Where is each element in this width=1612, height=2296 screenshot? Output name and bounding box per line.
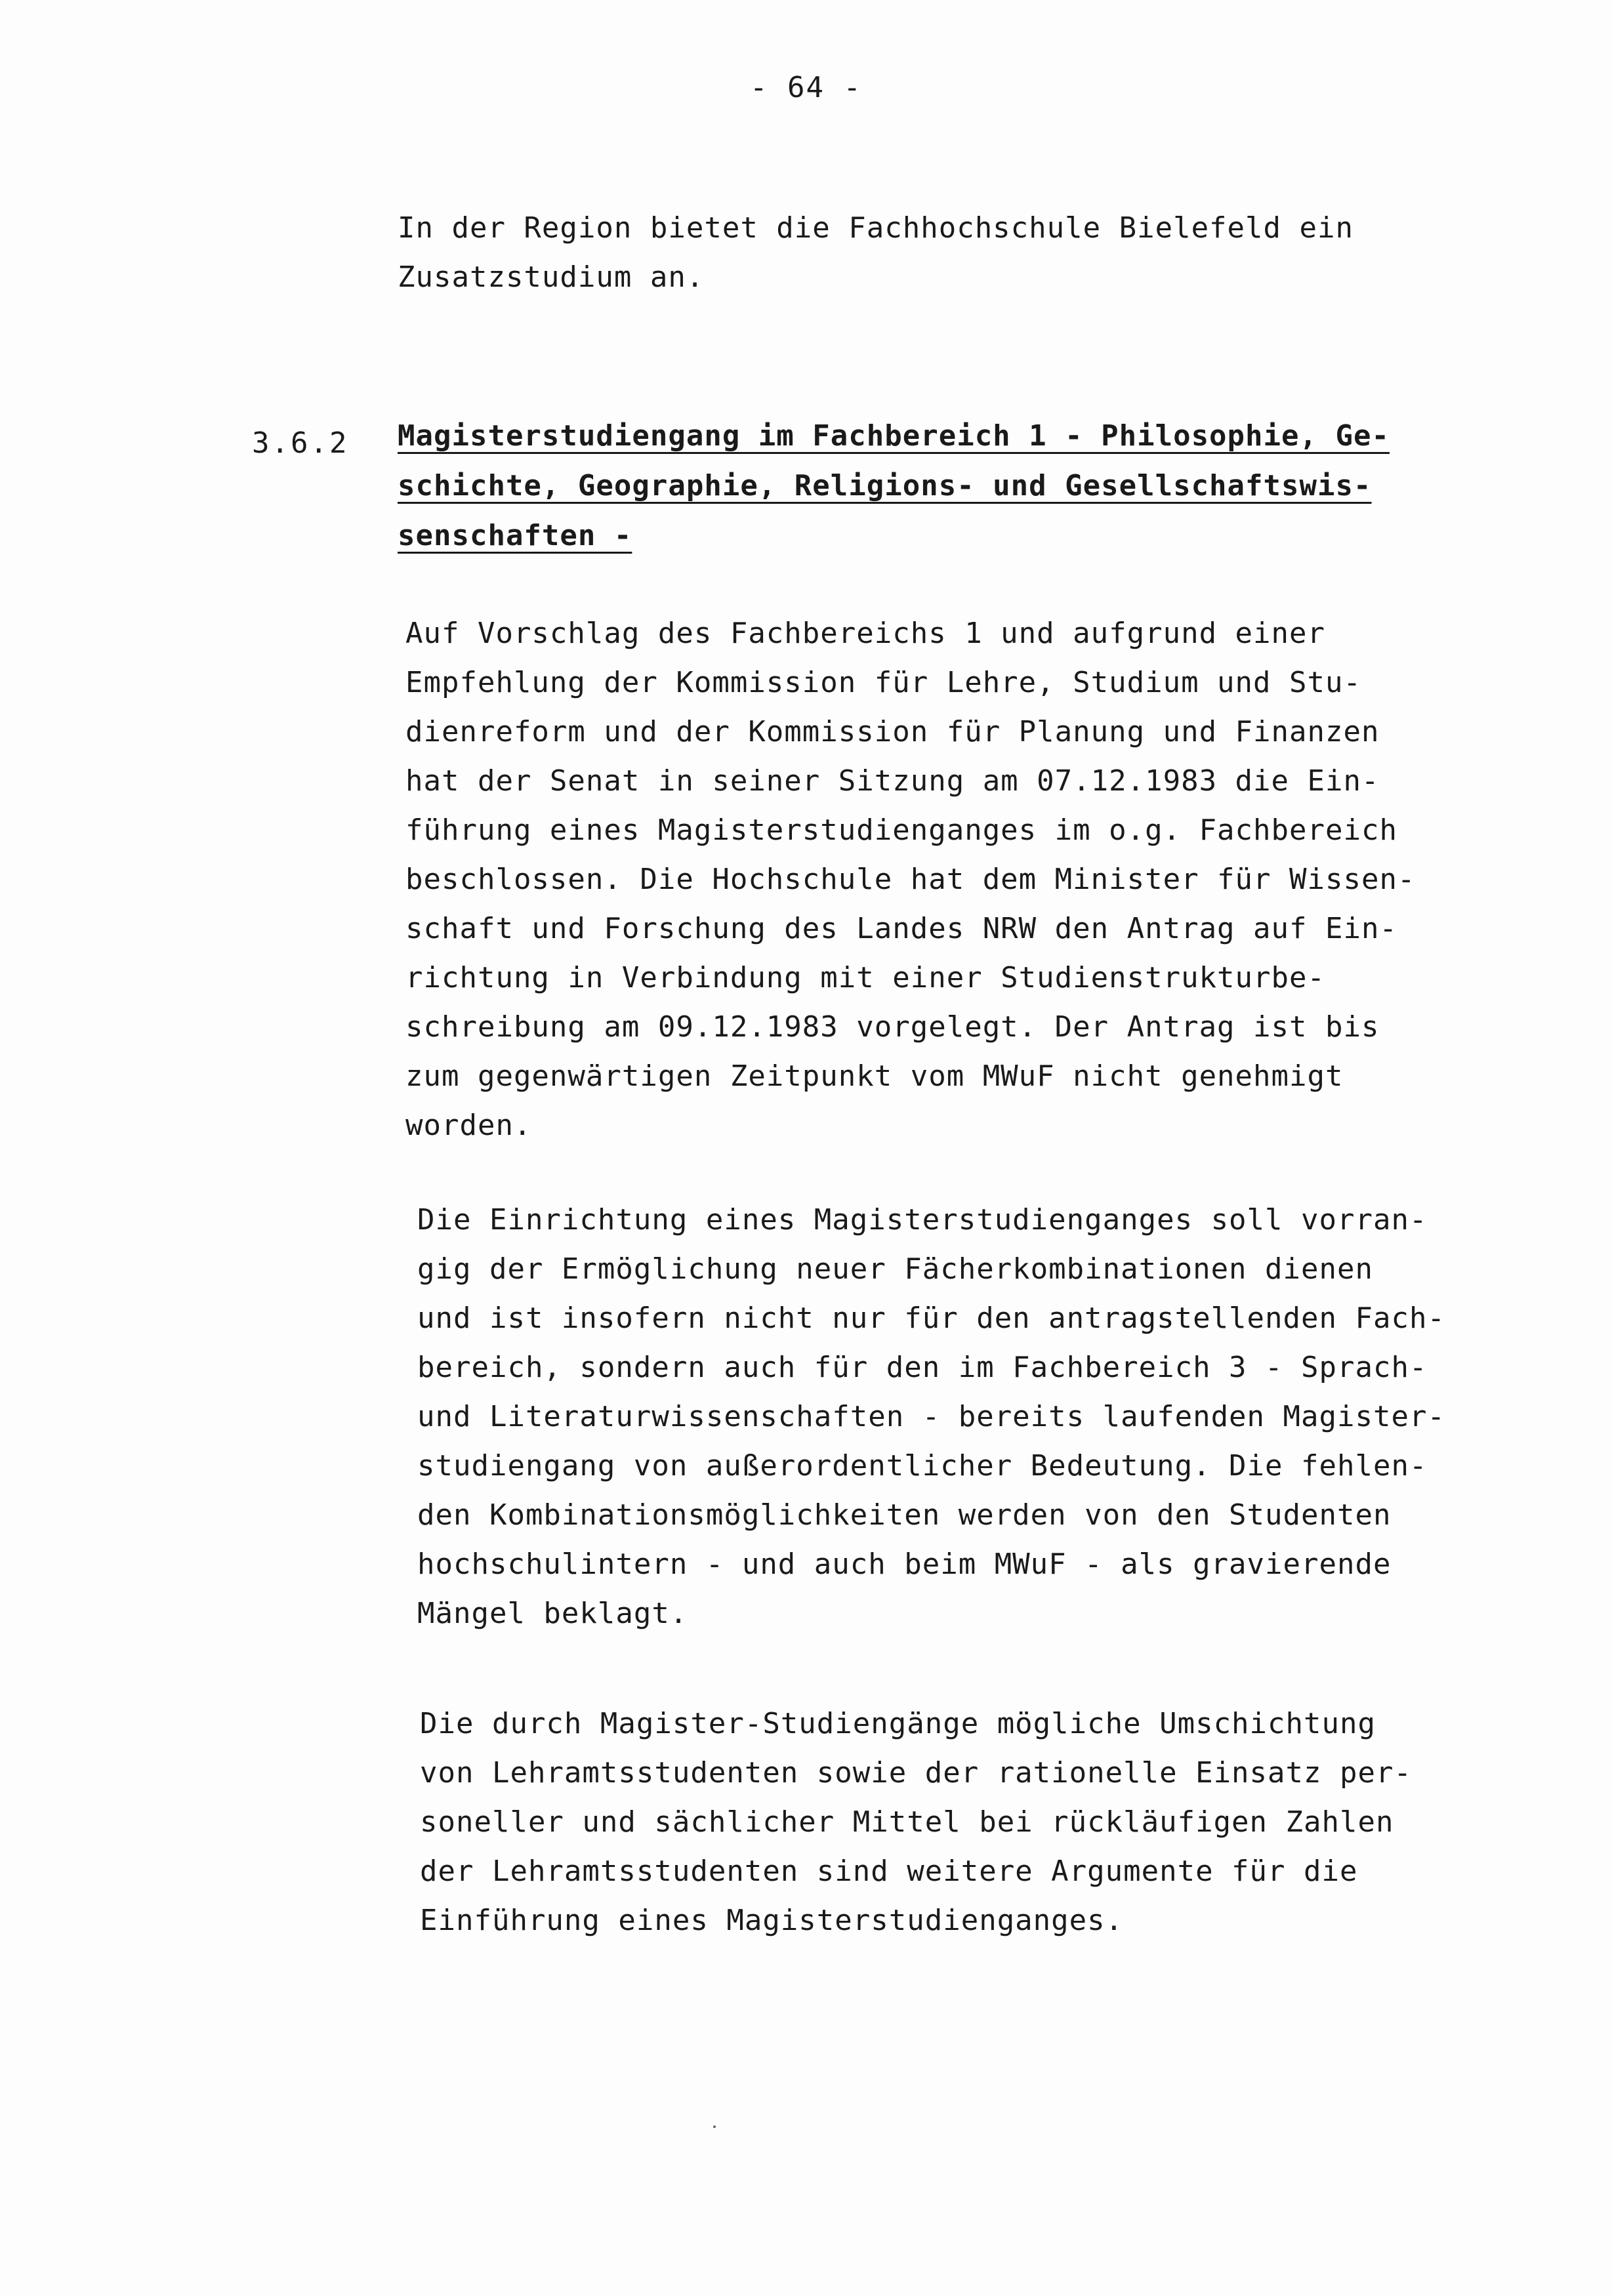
- paragraph-senate-decision: [405, 609, 1415, 1150]
- text-line: Empfehlung der Kommission für Lehre, Studium und Stu-: [405, 666, 1361, 699]
- page-number: - 64 -: [750, 71, 862, 104]
- heading-line: senschaften -: [398, 519, 632, 552]
- text-line: gig der Ermöglichung neuer Fächerkombinationen dienen: [417, 1252, 1373, 1286]
- text-line: schaft und Forschung des Landes NRW den Antrag auf Ein-: [405, 912, 1397, 945]
- text-line: bereich, sondern auch für den im Fachbereich 3 - Sprach-: [417, 1351, 1428, 1384]
- text-line: studiengang von außerordentlicher Bedeutung. Die fehlen-: [417, 1449, 1428, 1483]
- text-line: hat der Senat in seiner Sitzung am 07.12.1983 die Ein-: [405, 764, 1380, 798]
- text-line: richtung in Verbindung mit einer Studienstrukturbe-: [405, 961, 1326, 994]
- text-line: der Lehramtsstudenten sind weitere Argumente für die: [420, 1855, 1358, 1888]
- section-number: 3.6.2: [252, 426, 349, 460]
- text-line: worden.: [405, 1109, 532, 1142]
- intro-paragraph: [398, 203, 1354, 302]
- heading-line: Magisterstudiengang im Fachbereich 1 - Philosophie, Ge-: [398, 419, 1390, 453]
- text-line: Die Einrichtung eines Magisterstudienganges soll vorran-: [417, 1203, 1428, 1237]
- paragraph-arguments: [420, 1699, 1412, 1945]
- text-line: führung eines Magisterstudienganges im o.g. Fachbereich: [405, 813, 1397, 847]
- text-line: und Literaturwissenschaften - bereits laufenden Magister-: [417, 1400, 1445, 1433]
- text-line: Mängel beklagt.: [417, 1597, 688, 1630]
- text-line: beschlossen. Die Hochschule hat dem Minister für Wissen-: [405, 863, 1416, 896]
- text-line: Auf Vorschlag des Fachbereichs 1 und aufgrund einer: [405, 617, 1326, 650]
- text-line: Einführung eines Magisterstudienganges.: [420, 1904, 1124, 1937]
- text-line: und ist insofern nicht nur für den antragstellenden Fach-: [417, 1302, 1445, 1335]
- text-line: dienreform und der Kommission für Planung und Finanzen: [405, 715, 1380, 748]
- text-line: hochschulintern - und auch beim MWuF - als gravierende: [417, 1548, 1392, 1581]
- text-line: Zusatzstudium an.: [398, 260, 705, 294]
- paragraph-combinations: [417, 1195, 1445, 1638]
- text-line: schreibung am 09.12.1983 vorgelegt. Der Antrag ist bis: [405, 1010, 1380, 1044]
- text-line: den Kombinationsmöglichkeiten werden von den Studenten: [417, 1498, 1392, 1532]
- heading-line: schichte, Geographie, Religions- und Gesellschaftswis-: [398, 469, 1372, 502]
- section-heading: [398, 411, 1390, 561]
- scan-speck: [713, 2125, 716, 2128]
- text-line: In der Region bietet die Fachhochschule Bielefeld ein: [398, 211, 1354, 245]
- text-line: Die durch Magister-Studiengänge mögliche Umschichtung: [420, 1707, 1376, 1740]
- text-line: soneller und sächlicher Mittel bei rückläufigen Zahlen: [420, 1805, 1394, 1839]
- text-line: von Lehramtsstudenten sowie der rationelle Einsatz per-: [420, 1756, 1412, 1790]
- text-line: zum gegenwärtigen Zeitpunkt vom MWuF nicht genehmigt: [405, 1059, 1344, 1093]
